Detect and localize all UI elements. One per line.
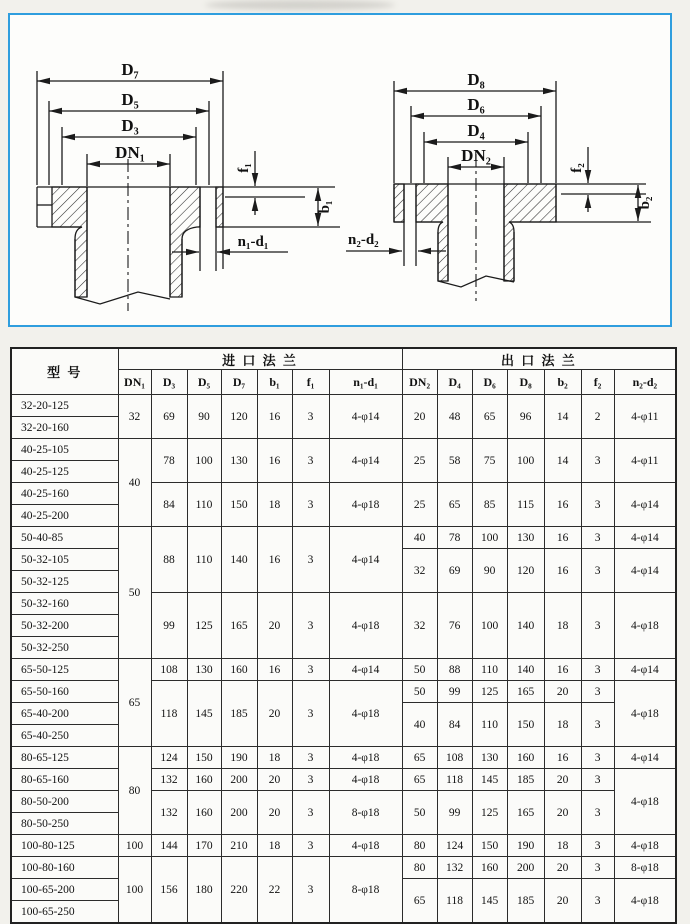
value-cell: 80 [402,835,437,857]
table-row [11,483,676,505]
model-cell: 50-32-160 [11,593,118,615]
value-cell: 88 [437,659,472,681]
col-header-d7: D₇ [221,370,257,395]
value-cell: 108 [151,659,187,681]
value-cell: 22 [257,857,292,924]
value-cell: 78 [437,527,472,549]
model-cell: 32-20-160 [11,417,118,439]
value-cell: 58 [437,439,472,483]
dim-label-d3: D₃ [121,116,139,135]
value-cell: 18 [257,835,292,857]
value-cell: 20 [544,791,581,835]
col-header-dn2: DN₂ [402,370,437,395]
value-cell: 118 [437,879,472,924]
value-cell: 4-φ14 [614,747,676,769]
value-cell: 150 [221,483,257,527]
value-cell: 118 [151,681,187,747]
value-cell: 4-φ14 [614,483,676,527]
value-cell: 16 [257,527,292,593]
value-cell: 16 [544,549,581,593]
value-cell: 130 [187,659,221,681]
value-cell: 140 [507,659,544,681]
value-cell: 20 [257,681,292,747]
value-cell: 50 [402,791,437,835]
value-cell: 220 [221,857,257,924]
value-cell: 4-φ18 [329,769,402,791]
value-cell: 18 [257,483,292,527]
value-cell: 145 [472,769,507,791]
value-cell: 3 [581,549,614,593]
model-cell: 50-40-85 [11,527,118,549]
value-cell: 4-φ18 [329,593,402,659]
value-cell: 25 [402,439,437,483]
value-cell: 18 [544,835,581,857]
value-cell: 3 [292,395,329,439]
value-cell: 32 [402,593,437,659]
value-cell: 132 [151,791,187,835]
value-cell: 145 [472,879,507,924]
value-cell: 18 [544,703,581,747]
dim-label-dn2: DN₂ [461,146,491,165]
value-cell: 65 [472,395,507,439]
value-cell: 3 [292,747,329,769]
value-cell: 200 [221,791,257,835]
value-cell: 4-φ18 [614,681,676,747]
value-cell: 115 [507,483,544,527]
value-cell: 14 [544,395,581,439]
value-cell: 16 [544,659,581,681]
value-cell: 185 [507,879,544,924]
value-cell: 3 [581,439,614,483]
model-cell: 50-32-125 [11,571,118,593]
value-cell: 4-φ18 [614,835,676,857]
value-cell: 4-φ14 [614,527,676,549]
dim-label-n1d1: n₁-d₁ [237,234,269,250]
value-cell: 8-φ18 [329,791,402,835]
value-cell: 3 [581,747,614,769]
dim-label-f2: f₂ [569,163,585,173]
value-cell: 3 [292,835,329,857]
value-cell: 3 [581,681,614,703]
value-cell: 150 [472,835,507,857]
value-cell: 185 [221,681,257,747]
value-cell: 4-φ14 [329,395,402,439]
value-cell: 125 [472,791,507,835]
col-header-d5: D₅ [187,370,221,395]
value-cell: 185 [507,769,544,791]
dim-label-n2d2: n₂-d₂ [348,232,379,248]
value-cell: 32 [118,395,151,439]
value-cell: 3 [292,439,329,483]
model-cell: 65-40-250 [11,725,118,747]
value-cell: 210 [221,835,257,857]
model-cell: 50-32-250 [11,637,118,659]
value-cell: 80 [118,747,151,835]
spec-table-wrap [10,347,677,924]
value-cell: 3 [292,483,329,527]
model-cell: 100-65-200 [11,879,118,901]
value-cell: 108 [437,747,472,769]
value-cell: 4-φ18 [614,593,676,659]
value-cell: 3 [292,659,329,681]
value-cell: 124 [151,747,187,769]
group-header-outlet-flange: 出 口 法 兰 [402,348,676,370]
value-cell: 3 [581,857,614,879]
value-cell: 40 [402,527,437,549]
inlet-flange-drawing [20,19,350,319]
value-cell: 130 [507,527,544,549]
value-cell: 16 [544,747,581,769]
value-cell: 48 [437,395,472,439]
value-cell: 4-φ14 [329,527,402,593]
value-cell: 130 [472,747,507,769]
value-cell: 20 [544,857,581,879]
value-cell: 3 [581,879,614,924]
value-cell: 3 [581,703,614,747]
col-header-dn1: DN₁ [118,370,151,395]
value-cell: 84 [151,483,187,527]
value-cell: 124 [437,835,472,857]
value-cell: 3 [292,593,329,659]
value-cell: 20 [544,681,581,703]
value-cell: 3 [581,769,614,791]
dim-label-d7: D₇ [121,60,139,79]
value-cell: 65 [402,879,437,924]
value-cell: 20 [402,395,437,439]
value-cell: 20 [257,769,292,791]
model-cell: 40-25-160 [11,483,118,505]
value-cell: 88 [151,527,187,593]
value-cell: 160 [187,769,221,791]
table-row [11,681,676,703]
model-cell: 65-40-200 [11,703,118,725]
value-cell: 125 [472,681,507,703]
col-header-d4: D₄ [437,370,472,395]
value-cell: 3 [581,659,614,681]
value-cell: 110 [187,527,221,593]
value-cell: 100 [187,439,221,483]
value-cell: 16 [257,659,292,681]
model-cell: 80-50-250 [11,813,118,835]
table-row [11,835,676,857]
dim-label-dn1: DN₁ [115,143,145,162]
value-cell: 96 [507,395,544,439]
value-cell: 4-φ14 [329,439,402,483]
value-cell: 3 [292,527,329,593]
value-cell: 78 [151,439,187,483]
value-cell: 3 [292,791,329,835]
value-cell: 200 [507,857,544,879]
value-cell: 99 [151,593,187,659]
value-cell: 160 [472,857,507,879]
model-cell: 50-32-105 [11,549,118,571]
dim-label-b1: b₁ [317,200,333,214]
model-cell: 100-80-125 [11,835,118,857]
value-cell: 200 [221,769,257,791]
model-cell: 100-80-160 [11,857,118,879]
value-cell: 16 [544,527,581,549]
value-cell: 65 [118,659,151,747]
value-cell: 132 [151,769,187,791]
col-header-b1: b₁ [257,370,292,395]
model-cell: 50-32-200 [11,615,118,637]
table-row [11,769,676,791]
value-cell: 3 [581,791,614,835]
value-cell: 84 [437,703,472,747]
dim-label-d6: D₆ [467,95,485,114]
value-cell: 2 [581,395,614,439]
value-cell: 50 [402,659,437,681]
value-cell: 150 [187,747,221,769]
col-header-b2: b₂ [544,370,581,395]
table-row [11,659,676,681]
value-cell: 3 [292,769,329,791]
value-cell: 32 [402,549,437,593]
value-cell: 3 [292,681,329,747]
value-cell: 14 [544,439,581,483]
value-cell: 110 [187,483,221,527]
value-cell: 165 [507,681,544,703]
value-cell: 140 [507,593,544,659]
dim-label-d8: D₈ [467,70,485,89]
value-cell: 40 [118,439,151,527]
value-cell: 20 [257,791,292,835]
value-cell: 3 [581,593,614,659]
col-header-d6: D₆ [472,370,507,395]
value-cell: 25 [402,483,437,527]
flange-drawing-panel [8,13,672,327]
value-cell: 132 [437,857,472,879]
col-header-model: 型 号 [11,348,118,395]
value-cell: 190 [221,747,257,769]
dim-label-d5: D₅ [121,90,139,109]
dim-label-f1: f₁ [236,163,252,173]
value-cell: 150 [507,703,544,747]
value-cell: 110 [472,659,507,681]
value-cell: 16 [257,439,292,483]
value-cell: 165 [507,791,544,835]
value-cell: 110 [472,703,507,747]
model-cell: 65-50-125 [11,659,118,681]
value-cell: 100 [472,527,507,549]
col-header-f2: f₂ [581,370,614,395]
value-cell: 4-φ18 [329,835,402,857]
value-cell: 160 [187,791,221,835]
value-cell: 100 [118,857,151,924]
value-cell: 20 [257,593,292,659]
value-cell: 165 [221,593,257,659]
value-cell: 4-φ18 [614,769,676,835]
value-cell: 16 [257,395,292,439]
table-row [11,747,676,769]
value-cell: 18 [544,593,581,659]
value-cell: 20 [544,769,581,791]
value-cell: 75 [472,439,507,483]
value-cell: 190 [507,835,544,857]
value-cell: 50 [118,527,151,659]
value-cell: 160 [221,659,257,681]
model-cell: 40-25-125 [11,461,118,483]
col-header-d8: D₈ [507,370,544,395]
value-cell: 145 [187,681,221,747]
value-cell: 4-φ14 [329,659,402,681]
value-cell: 16 [544,483,581,527]
value-cell: 8-φ18 [614,857,676,879]
value-cell: 76 [437,593,472,659]
model-cell: 65-50-160 [11,681,118,703]
value-cell: 80 [402,857,437,879]
scan-artifact [205,0,395,10]
table-row [11,527,676,549]
value-cell: 125 [187,593,221,659]
value-cell: 65 [437,483,472,527]
value-cell: 90 [472,549,507,593]
col-header-d3: D₃ [151,370,187,395]
value-cell: 4-φ14 [614,659,676,681]
value-cell: 4-φ11 [614,439,676,483]
value-cell: 130 [221,439,257,483]
spec-table [10,347,677,924]
model-cell: 100-65-250 [11,901,118,924]
value-cell: 65 [402,747,437,769]
table-row [11,857,676,879]
value-cell: 170 [187,835,221,857]
value-cell: 3 [581,483,614,527]
value-cell: 4-φ18 [329,483,402,527]
value-cell: 3 [292,857,329,924]
value-cell: 3 [581,527,614,549]
value-cell: 118 [437,769,472,791]
model-cell: 40-25-200 [11,505,118,527]
col-header-n1d1: n₁-d₁ [329,370,402,395]
model-cell: 80-65-160 [11,769,118,791]
value-cell: 4-φ18 [614,879,676,924]
value-cell: 90 [187,395,221,439]
value-cell: 100 [118,835,151,857]
value-cell: 40 [402,703,437,747]
value-cell: 69 [151,395,187,439]
dim-label-b2: b₂ [637,196,653,210]
value-cell: 18 [257,747,292,769]
value-cell: 120 [507,549,544,593]
value-cell: 4-φ11 [614,395,676,439]
value-cell: 20 [544,879,581,924]
value-cell: 65 [402,769,437,791]
model-cell: 32-20-125 [11,395,118,417]
value-cell: 85 [472,483,507,527]
col-header-n2d2: n₂-d₂ [614,370,676,395]
group-header-inlet-flange: 进 口 法 兰 [118,348,402,370]
value-cell: 4-φ18 [329,747,402,769]
value-cell: 99 [437,791,472,835]
table-row [11,439,676,461]
col-header-f1: f₁ [292,370,329,395]
value-cell: 120 [221,395,257,439]
model-cell: 80-50-200 [11,791,118,813]
value-cell: 3 [581,835,614,857]
model-cell: 40-25-105 [11,439,118,461]
value-cell: 180 [187,857,221,924]
value-cell: 99 [437,681,472,703]
table-row [11,395,676,417]
value-cell: 69 [437,549,472,593]
value-cell: 160 [507,747,544,769]
dim-label-d4: D₄ [467,121,485,140]
value-cell: 144 [151,835,187,857]
value-cell: 100 [507,439,544,483]
value-cell: 8-φ18 [329,857,402,924]
model-cell: 80-65-125 [11,747,118,769]
value-cell: 4-φ18 [329,681,402,747]
value-cell: 140 [221,527,257,593]
outlet-flange-drawing [346,19,676,319]
value-cell: 4-φ14 [614,549,676,593]
value-cell: 156 [151,857,187,924]
value-cell: 100 [472,593,507,659]
value-cell: 50 [402,681,437,703]
table-row [11,791,676,813]
table-row [11,593,676,615]
